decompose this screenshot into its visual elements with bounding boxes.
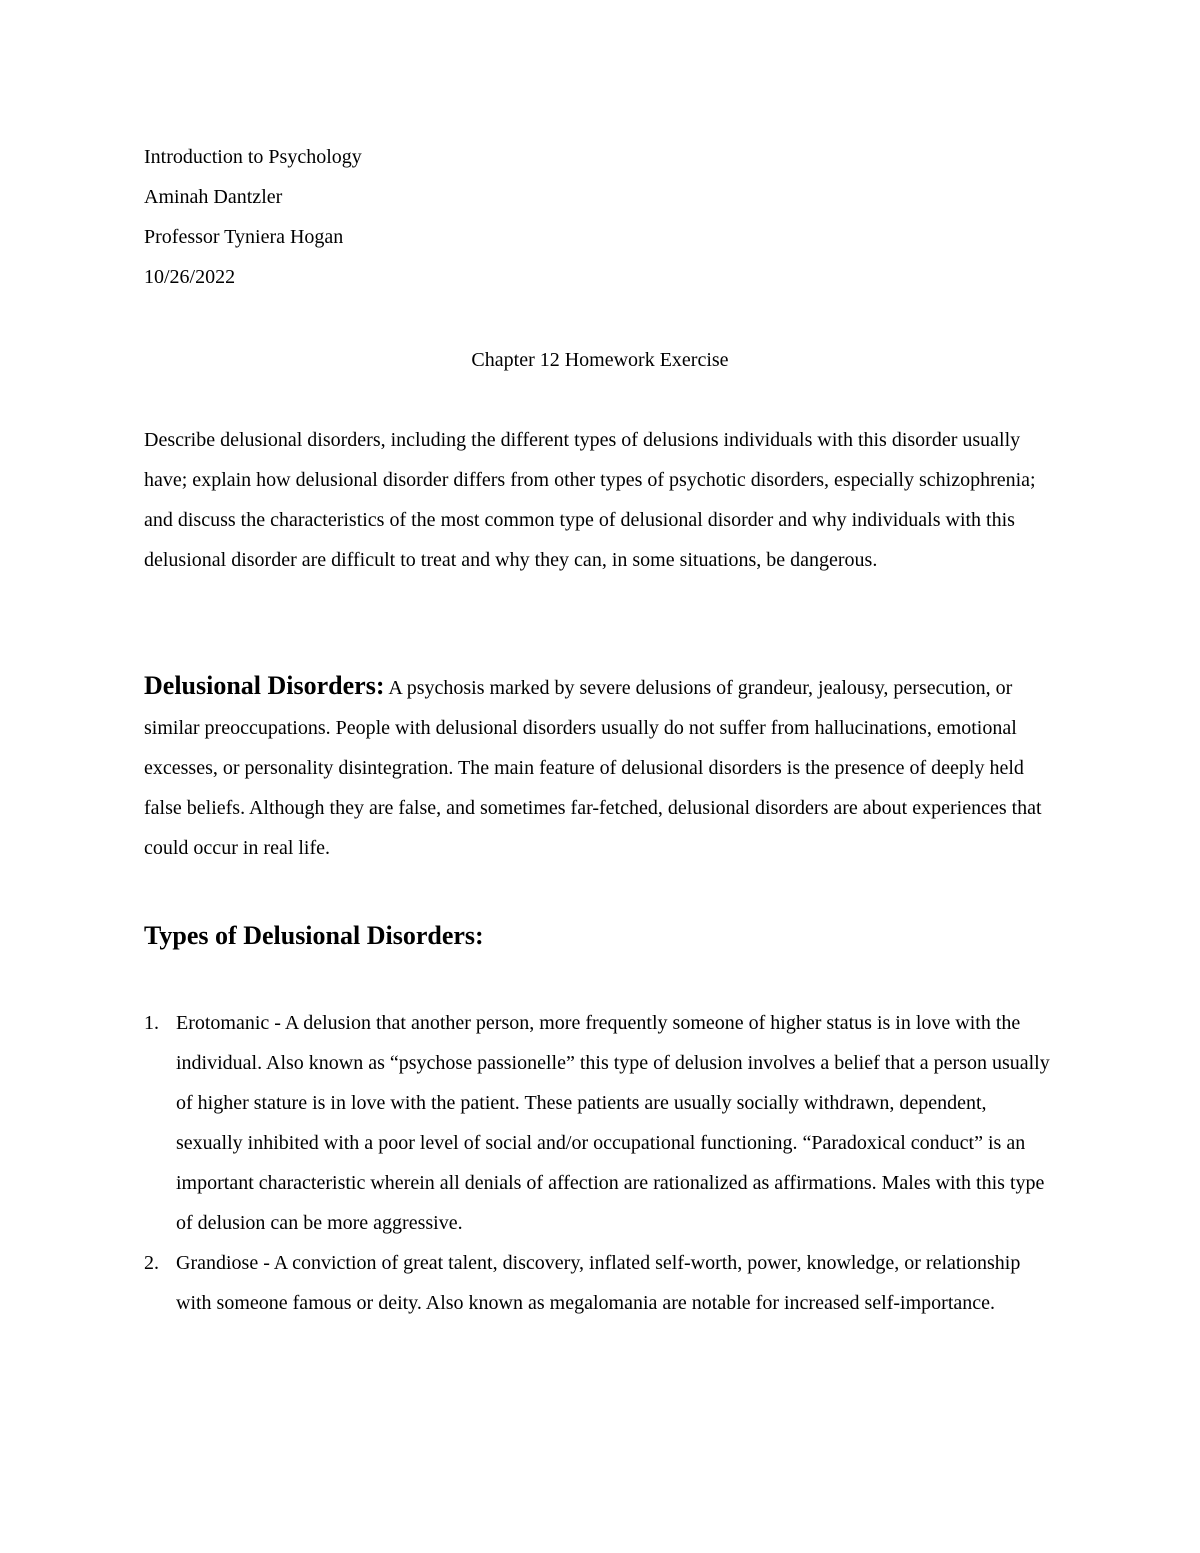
definition-text: A psychosis marked by severe delusions of grandeur, jealousy, persecution, or similar preoccupations. People with delusional disorders usually do not suffer from hallucinations, emotional excesses, or personality disintegration. The main feature of delusional disorders is the presence of deeply held false beliefs. Although they are false, and sometimes far-fetched, delusional disorders are about experiences that could occur in real life.: [144, 677, 1042, 859]
list-item: [144, 1243, 1056, 1323]
submission-date: 10/26/2022: [144, 266, 236, 288]
document-header: [144, 137, 1044, 297]
list-item-text: Grandiose - A conviction of great talent, discovery, inflated self-worth, power, knowledge, or relationship with someone famous or deity. Also known as megalomania are notable for increased self-importance.: [176, 1252, 1021, 1314]
document-title: Chapter 12 Homework Exercise: [471, 349, 729, 371]
types-heading: Types of Delusional Disorders:: [144, 921, 484, 950]
assignment-prompt: Describe delusional disorders, including the different types of delusions individuals with this disorder usually have; explain how delusional disorder differs from other types of psychotic disorders, especially schizophrenia; and discuss the characteristics of the most common type of delusional disorder and why individuals with this delusional disorder are difficult to treat and why they can, in some situations, be dangerous.: [144, 429, 1036, 571]
student-name: Aminah Dantzler: [144, 186, 283, 208]
list-item-text: Erotomanic - A delusion that another person, more frequently someone of higher status is in love with the individual. Also known as “psychose passionelle” this type of delusion involves a belief that a person usually of higher stature is in love with the patient. These patients are usually socially withdrawn, dependent, sexually inhibited with a poor level of social and/or occupational functioning. “Paradoxical conduct” is an important characteristic wherein all denials of affection are rationalized as affirmations. Males with this type of delusion can be more aggressive.: [176, 1012, 1050, 1234]
list-item-number: 2.: [144, 1252, 159, 1274]
types-list: [144, 1003, 1056, 1323]
definition-term: Delusional Disorders:: [144, 671, 385, 700]
definition-paragraph: [144, 666, 1056, 868]
course-name: Introduction to Psychology: [144, 146, 362, 168]
professor-name: Professor Tyniera Hogan: [144, 226, 344, 248]
list-item-number: 1.: [144, 1012, 159, 1034]
list-item: [144, 1003, 1056, 1243]
